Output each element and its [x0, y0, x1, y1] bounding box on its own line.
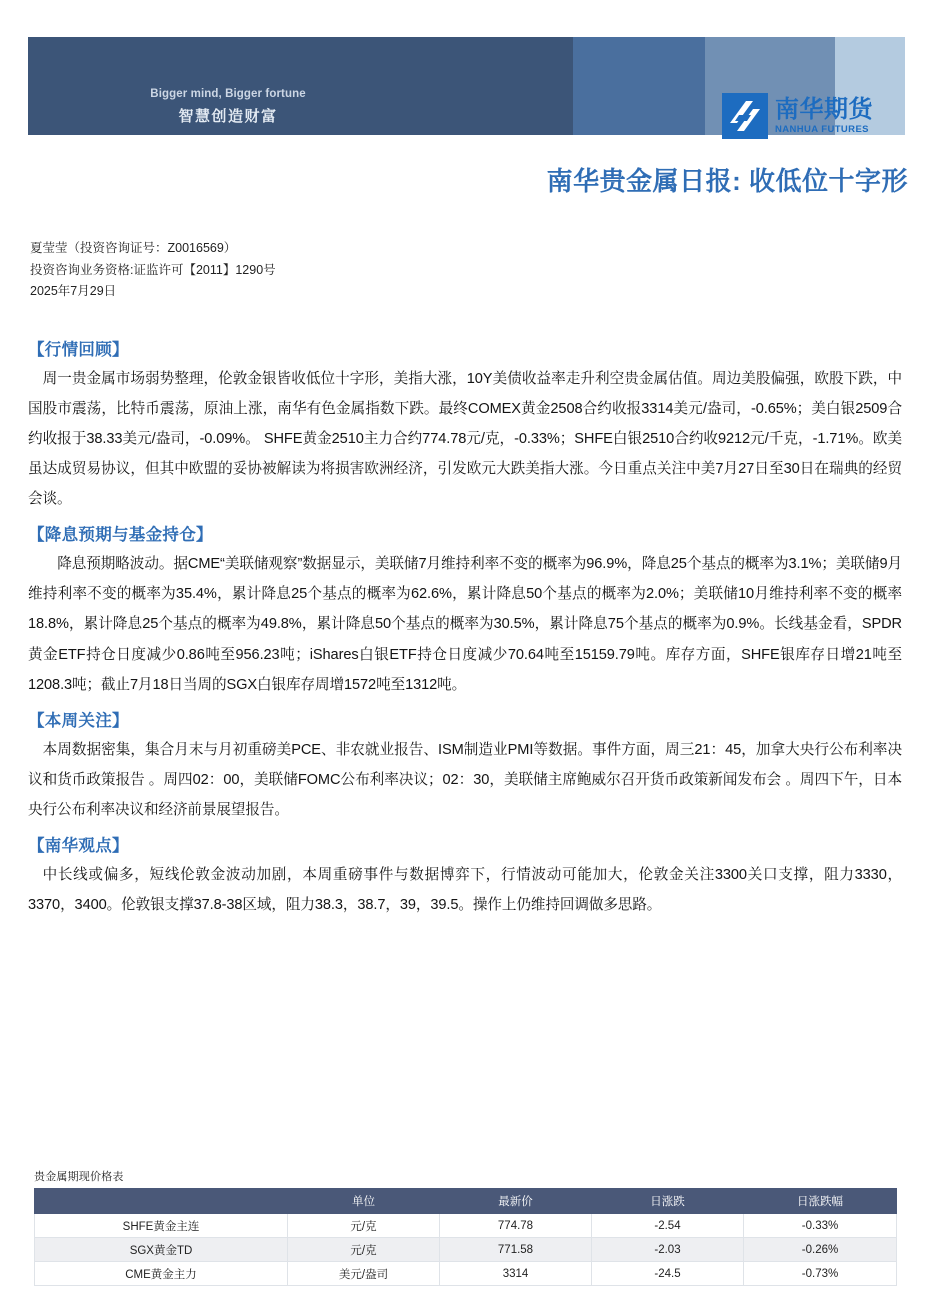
report-body — [28, 336, 902, 927]
table-header-instrument — [35, 1189, 288, 1214]
table-header-row — [35, 1189, 897, 1214]
table-header-change-pct: 日涨跌幅 — [744, 1189, 897, 1214]
logo-name-english: NANHUA FUTURES — [775, 123, 869, 135]
cell-change-pct: -0.26% — [744, 1238, 897, 1262]
tagline-english: Bigger mind, Bigger fortune — [150, 88, 306, 100]
section-paragraph: 本周数据密集，集合月末与月初重磅美PCE、非农就业报告、ISM制造业PMI等数据。事件方面，周三21：45，加拿大央行公布利率决议和货币政策报告 。周四02：00，美联储FOMC公布利率决议；02：30，美联储主席鲍威尔召开货币政策新闻发布会 。周四下午，日本央行公布利率决议和经济前景展望报告。 — [28, 741, 902, 818]
section-heading: 【降息预期与基金持仓】 — [28, 526, 213, 545]
table-row — [35, 1214, 897, 1238]
cell-change-pct: -0.73% — [744, 1262, 897, 1286]
section-heading: 【本周关注】 — [28, 711, 129, 730]
cell-change: -2.03 — [592, 1238, 744, 1262]
logo-wordmark — [775, 95, 873, 135]
section-rate-cut-expectations — [28, 521, 902, 699]
section-weekly-focus — [28, 707, 902, 825]
page-title: 南华贵金属日报: 收低位十字形 — [546, 166, 908, 196]
precious-metals-price-table — [34, 1188, 897, 1286]
cell-unit: 元/克 — [288, 1238, 440, 1262]
section-paragraph: 中长线或偏多，短线伦敦金波动加剧，本周重磅事件与数据博弈下，行情波动可能加大，伦敦金关注3300关口支撑，阻力3330，3370，3400。伦敦银支撑37.8-38区域，阻力38.3，38.7，39，39.5。操作上仍维持回调做多思路。 — [28, 866, 902, 913]
cell-instrument: CME黄金主力 — [35, 1262, 288, 1286]
cell-change: -2.54 — [592, 1214, 744, 1238]
section-paragraph: 周一贵金属市场弱势整理，伦敦金银皆收低位十字形，美指大涨，10Y美债收益率走升利空贵金属估值。周边美股偏强，欧股下跌，中国股市震荡，比特币震荡，原油上涨，南华有色金属指数下跌。最终COMEX黄金2508合约收报3314美元/盎司，-0.65%；美白银2509合约收报于38.33美元/盎司，-0.09%。 SHFE黄金2510主力合约774.78元/克，-0.33%；SHFE白银2510合约收9212元/千克，-1.71%。欧美虽达成贸易协议，但其中欧盟的妥协被解读为将损害欧洲经济，引发欧元大跌美指大涨。今日重点关注中美7月27日至30日在瑞典的经贸会谈。 — [28, 371, 902, 508]
cell-last: 771.58 — [440, 1238, 592, 1262]
table-row — [35, 1262, 897, 1286]
table-header-unit: 单位 — [288, 1189, 440, 1214]
cell-change: -24.5 — [592, 1262, 744, 1286]
section-market-review — [28, 336, 902, 514]
byline — [30, 238, 276, 303]
section-nanhua-view — [28, 832, 902, 920]
cell-last: 3314 — [440, 1262, 592, 1286]
price-table-container — [34, 1168, 896, 1286]
company-logo — [722, 93, 873, 139]
byline-author: 夏莹莹（投资咨询证号：Z0016569） — [30, 241, 237, 255]
nanhua-logo-icon — [722, 93, 768, 139]
table-row — [35, 1238, 897, 1262]
byline-license: 投资咨询业务资格:证监许可【2011】1290号 — [30, 262, 276, 277]
table-caption: 贵金属期现价格表 — [34, 1171, 124, 1183]
cell-last: 774.78 — [440, 1214, 592, 1238]
cell-unit: 美元/盎司 — [288, 1262, 440, 1286]
cell-unit: 元/克 — [288, 1214, 440, 1238]
cell-instrument: SHFE黄金主连 — [35, 1214, 288, 1238]
byline-date: 2025年7月29日 — [30, 284, 117, 298]
cell-change-pct: -0.33% — [744, 1214, 897, 1238]
cell-instrument: SGX黄金TD — [35, 1238, 288, 1262]
company-tagline — [28, 87, 428, 127]
section-heading: 【行情回顾】 — [28, 341, 129, 359]
banner-band-secondary — [573, 37, 705, 135]
section-heading: 【南华观点】 — [28, 836, 129, 855]
table-header-last: 最新价 — [440, 1189, 592, 1214]
header-banner — [0, 37, 930, 135]
tagline-chinese: 智慧创造财富 — [178, 107, 278, 125]
section-paragraph: 降息预期略波动。据CME“美联储观察”数据显示，美联储7月维持利率不变的概率为96.9%，降息25个基点的概率为3.1%；美联储9月维持利率不变的概率为35.4%，累计降息25个基点的概率为62.6%，累计降息50个基点的概率为2.0%；美联储10月维持利率不变的概率18.8%，累计降息25个基点的概率为49.8%，累计降息50个基点的概率为30.5%，累计降息75个基点的概率为0.9%。长线基金看，SPDR黄金ETF持仓日度减少0.86吨至956.23吨；iShares白银ETF持仓日度减少70.64吨至15159.79吨。库存方面，SHFE银库存日增21吨至1208.3吨；截止7月18日当周的SGX白银库存周增1572吨至1312吨。 — [28, 556, 902, 693]
table-header-change: 日涨跌 — [592, 1189, 744, 1214]
logo-name-chinese: 南华期货 — [775, 95, 873, 123]
